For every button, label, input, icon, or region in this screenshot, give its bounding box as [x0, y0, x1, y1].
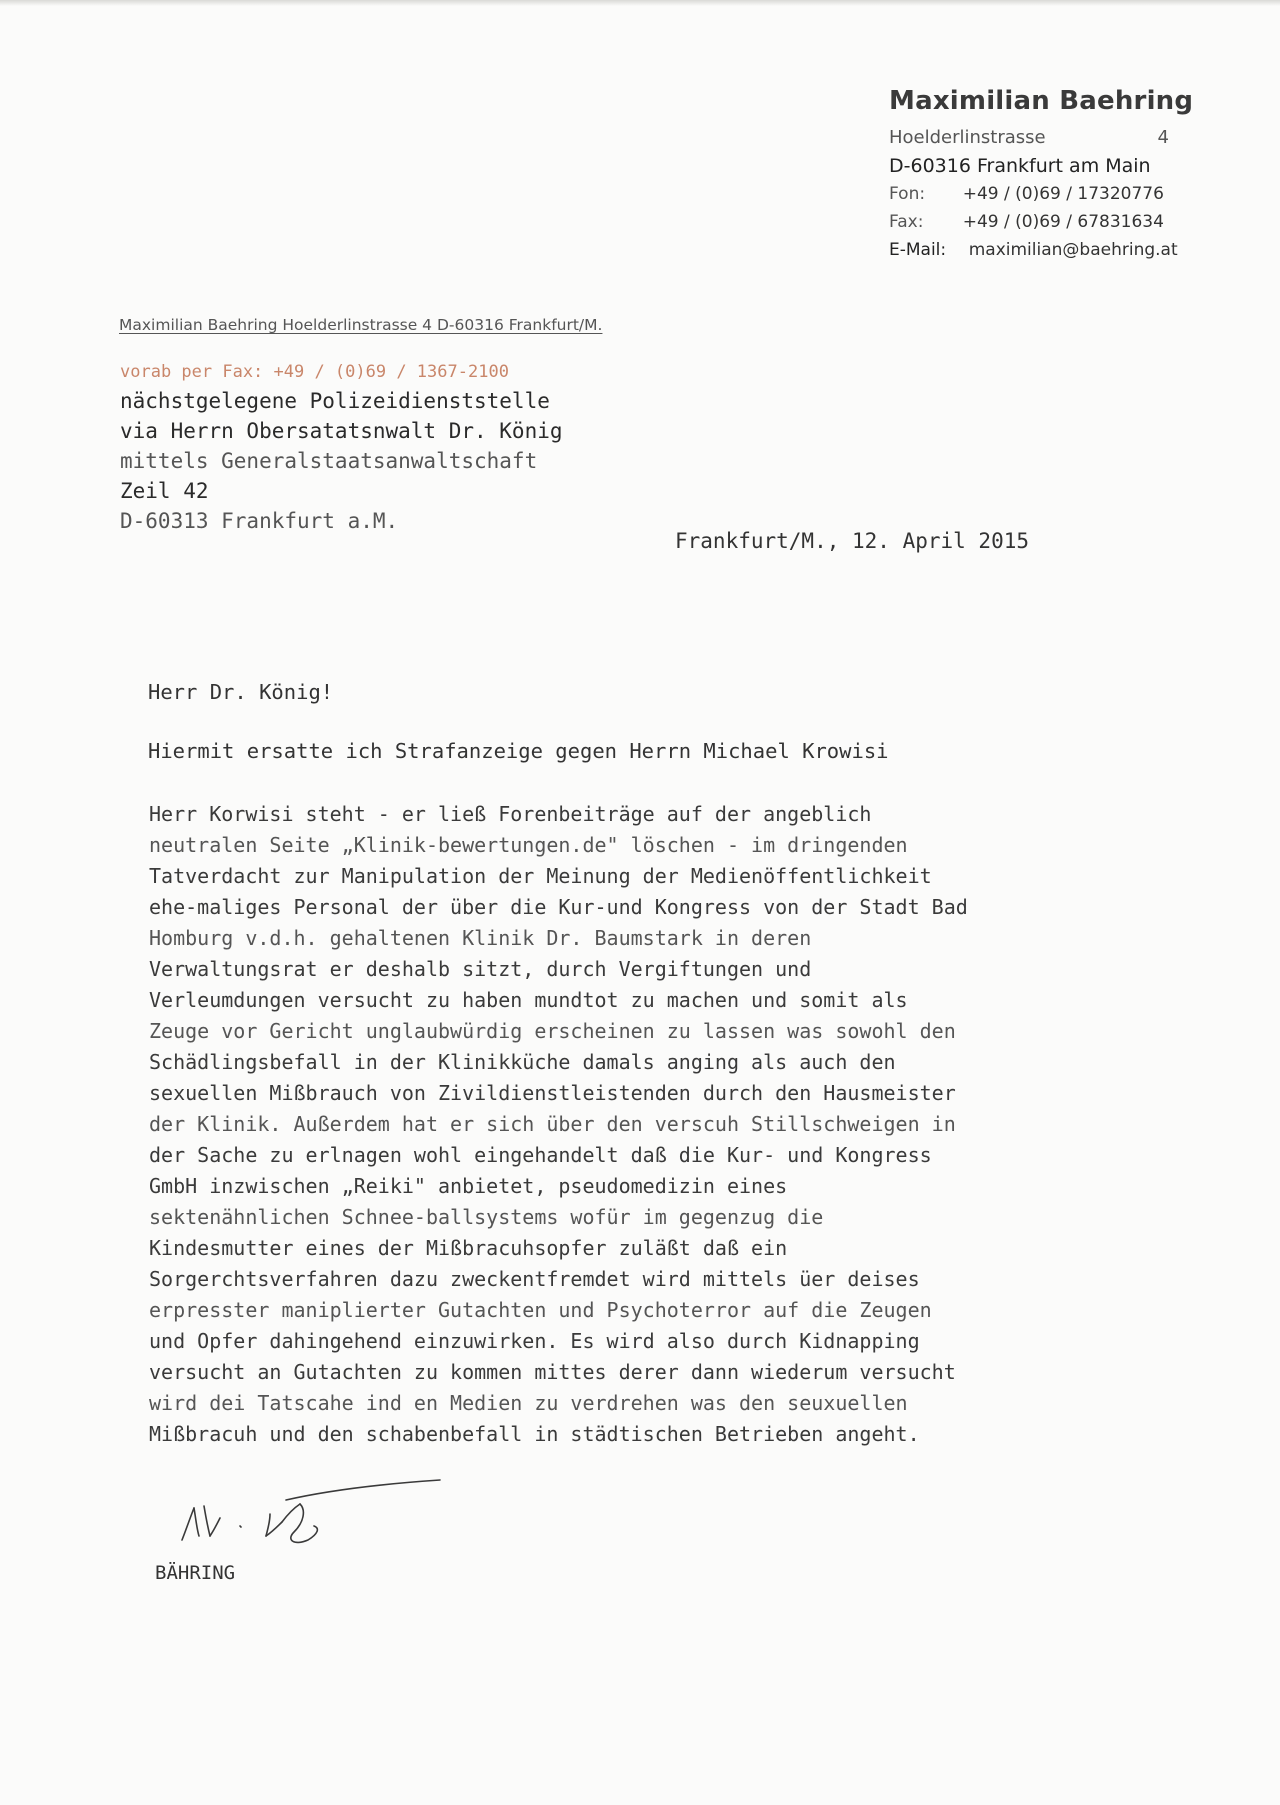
fax-label: Fax: [889, 212, 924, 232]
body-line: Verwaltungsrat er deshalb sitzt, durch Vergiftungen und [149, 957, 812, 981]
sender-fax: +49 / (0)69 / 67831634 [962, 212, 1164, 232]
body-line: Homburg v.d.h. gehaltenen Klinik Dr. Baumstark in deren [149, 926, 812, 950]
body-line: GmbH inzwischen „Reiki" anbietet, pseudomedizin eines [149, 1174, 788, 1198]
body-line: sexuellen Mißbrauch von Zivildienstleistenden durch den Hausmeister [149, 1081, 956, 1105]
sender-street: Hoelderlinstrasse [889, 127, 1046, 148]
sender-street-line [889, 124, 1169, 152]
body-line: Kindesmutter eines der Mißbracuhsopfer zuläßt daß ein [149, 1236, 788, 1260]
recipient-line: Zeil 42 [120, 479, 209, 503]
body-line: Herr Korwisi steht - er ließ Forenbeiträge auf der angeblich [149, 802, 872, 826]
body-line: erpresster maniplierter Gutachten und Psychoterror auf die Zeugen [149, 1298, 932, 1322]
handwritten-signature [170, 1470, 450, 1560]
body-line: Zeuge vor Gericht unglaubwürdig erscheinen zu lassen was sowohl den [149, 1019, 956, 1043]
sender-name: Maximilian Baehring [889, 86, 1194, 116]
return-address: Maximilian Baehring Hoelderlinstrasse 4 D-60316 Frankfurt/M. [119, 316, 603, 334]
closing-name: BÄHRING [155, 1562, 236, 1584]
body-line: der Sache zu erlnagen wohl eingehandelt daß die Kur- und Kongress [149, 1143, 932, 1167]
recipient-line: nächstgelegene Polizeidienststelle [120, 389, 550, 413]
body-line: ehe-maliges Personal der über die Kur-und Kongress von der Stadt Bad [149, 895, 968, 919]
scan-edge [0, 0, 1280, 6]
body-line: Schädlingsbefall in der Klinikküche damals anging als auch den [149, 1050, 896, 1074]
body-line: wird dei Tatscahe ind en Medien zu verdrehen was den seuxuellen [149, 1391, 908, 1415]
salutation: Herr Dr. König! [148, 680, 334, 704]
body-line: und Opfer dahingehend einzuwirken. Es wird also durch Kidnapping [149, 1329, 920, 1353]
letter-date: Frankfurt/M., 12. April 2015 [675, 529, 1030, 553]
recipient-line: via Herrn Obersatatsnwalt Dr. König [120, 419, 563, 443]
body-line: der Klinik. Außerdem hat er sich über den verscuh Stillschweigen in [149, 1112, 956, 1136]
body-line: Tatverdacht zur Manipulation der Meinung der Medienöffentlichkeit [149, 864, 932, 888]
fax-note: vorab per Fax: +49 / (0)69 / 1367-2100 [120, 362, 509, 382]
phone-label: Fon: [889, 184, 926, 204]
sender-email-line [889, 236, 1178, 264]
body-line: Sorgerchtsverfahren dazu zweckentfremdet wird mittels üer deises [149, 1267, 920, 1291]
sender-phone-line [889, 180, 1169, 208]
sender-street-number: 4 [1157, 127, 1169, 148]
body-line: Verleumdungen versucht zu haben mundtot zu machen und somit als [149, 988, 908, 1012]
email-label: E-Mail: [889, 240, 947, 260]
sender-fax-line [889, 208, 1169, 236]
subject-line: Hiermit ersatte ich Strafanzeige gegen Herrn Michael Krowisi [148, 739, 889, 763]
body-line: sektenähnlichen Schnee-ballsystems wofür im gegenzug die [149, 1205, 824, 1229]
sender-phone: +49 / (0)69 / 17320776 [962, 184, 1164, 204]
body-line: Mißbracuh und den schabenbefall in städtischen Betrieben angeht. [149, 1422, 920, 1446]
letterhead [889, 86, 1194, 264]
body-line: versucht an Gutachten zu kommen mittes derer dann wiederum versucht [149, 1360, 956, 1384]
recipient-block [120, 358, 563, 536]
sender-email: maximilian@baehring.at [968, 240, 1178, 260]
recipient-line: D-60313 Frankfurt a.M. [120, 509, 399, 533]
sender-city: D-60316 Frankfurt am Main [889, 155, 1151, 177]
letter-body [149, 799, 1149, 1450]
body-line: neutralen Seite „Klinik-bewertungen.de" löschen - im dringenden [149, 833, 908, 857]
recipient-line: mittels Generalstaatsanwaltschaft [120, 449, 538, 473]
